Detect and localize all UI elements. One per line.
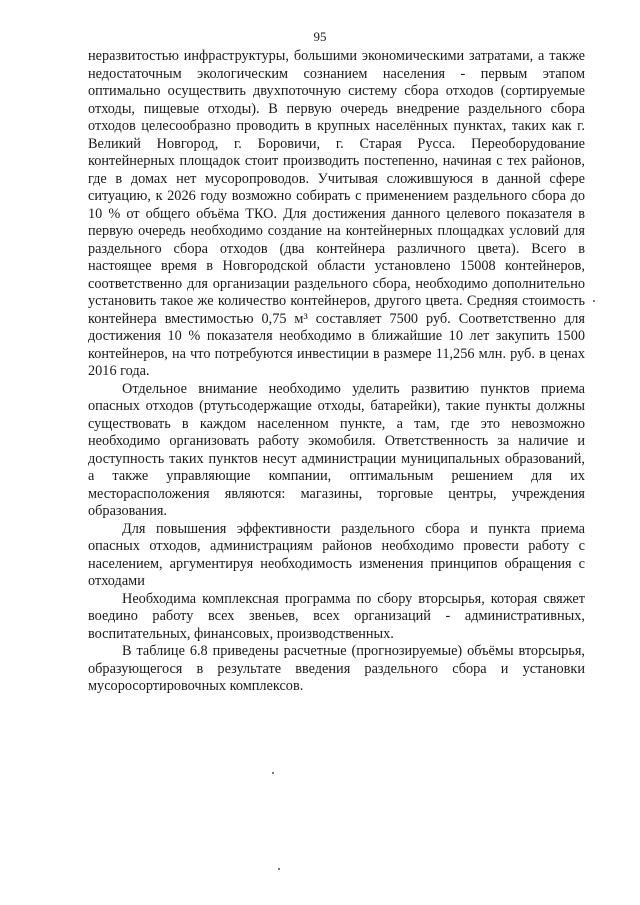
- paragraph-public-outreach: Для повышения эффективности раздельного сбора и пункта приема опасных отходов, администрациям районов необходимо провести работу с населением, аргументируя необходимость изменения принципов обращения с отходами: [88, 520, 585, 589]
- page-body: [88, 48, 585, 696]
- paragraph-hazardous-waste-points: Отдельное внимание необходимо уделить развитию пунктов приема опасных отходов (ртутьсодержащие отходы, батарейки), такие пункты должны существовать в каждом населенном пункте, а там, где это невозможно необходимо организовать работу экомобиля. Ответственность за наличие и доступность таких пунктов несут администрации муниципальных образований, а также управляющие компании, оптимальным решением для их месторасположения являются: магазины, торговые центры, учреждения образования.: [88, 380, 585, 519]
- scan-speck: [278, 868, 280, 870]
- paragraph-collection-strategy: неразвитостью инфраструктуры, большими экономическими затратами, а также недостаточным экологическим сознанием населения - первым этапом оптимально осуществить двухпоточную систему сбора отходов (сортируемые отходы, пищевые отходы). В первую очередь внедрение раздельного сбора отходов целесообразно проводить в крупных населённых пунктах, таких как г. Великий Новгород, г. Боровичи, г. Старая Русса. Переоборудование контейнерных площадок стоит производить постепенно, начиная с тех районов, где в домах нет мусоропроводов. Учитывая сложившуюся в данной сфере ситуацию, к 2026 году возможно собирать с применением раздельного сбора до 10 % от общего объёма ТКО. Для достижения данного целевого показателя в первую очередь необходимо создание на контейнерных площадках условий для раздельного сбора отходов (два контейнера различного цвета). Всего в настоящее время в Новгородской области установлено 15008 контейнеров, соответственно для организации раздельного сбора, необходимо дополнительно установить такое же количество контейнеров, другого цвета. Средняя стоимость контейнера вместимостью 0,75 м³ составляет 7500 руб. Соответственно для достижения 10 % показателя необходимо в ближайшие 10 лет закупить 1500 контейнеров, на что потребуются инвестиции в размере 11,256 млн. руб. в ценах 2016 года.: [88, 48, 585, 379]
- scan-speck: [272, 772, 274, 774]
- paragraph-table-reference: В таблице 6.8 приведены расчетные (прогнозируемые) объёмы вторсырья, образующегося в результате введения раздельного сбора и установки мусоросортировочных комплексов.: [88, 643, 585, 694]
- paragraph-recycling-program: Необходима комплексная программа по сбору вторсырья, которая свяжет воедино работу всех звеньев, всех организаций - административных, воспитательных, финансовых, производственных.: [88, 590, 585, 642]
- scan-speck: [593, 300, 595, 302]
- page-number: 95: [313, 29, 327, 44]
